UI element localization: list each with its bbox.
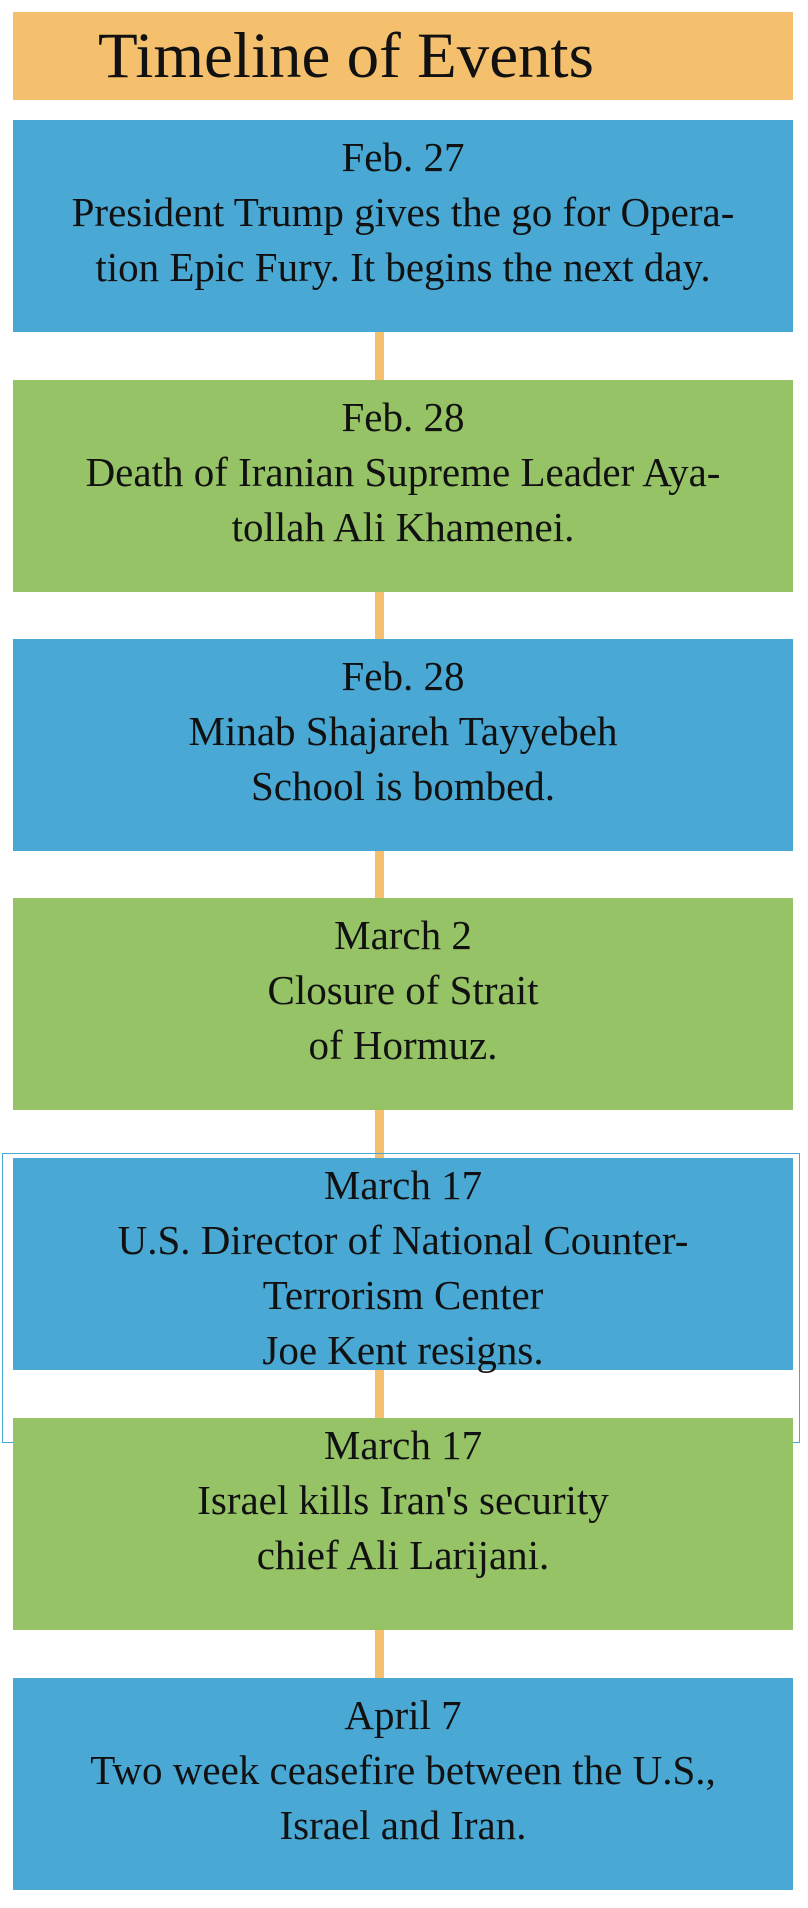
- timeline-event-4: [13, 898, 793, 1110]
- timeline-title-bar: [13, 12, 793, 100]
- event-date: Feb. 27: [341, 134, 465, 180]
- event-description-line: tollah Ali Khamenei.: [231, 504, 575, 550]
- timeline-event-1: [13, 120, 793, 332]
- event-description-line: tion Epic Fury. It begins the next day.: [95, 244, 711, 290]
- event-description-line: Death of Iranian Supreme Leader Aya-: [85, 449, 721, 495]
- event-date: Feb. 28: [341, 394, 465, 440]
- event-description-line: President Trump gives the go for Opera-: [71, 189, 735, 235]
- event-description-line: School is bombed.: [250, 763, 556, 809]
- event-description-line: Terrorism Center: [262, 1272, 544, 1318]
- event-description-line: chief Ali Larijani.: [256, 1532, 550, 1578]
- timeline-event-7: [13, 1678, 793, 1890]
- event-description-line: Joe Kent resigns.: [262, 1327, 544, 1373]
- event-description-line: U.S. Director of National Counter-: [117, 1217, 689, 1263]
- event-date: March 17: [323, 1162, 483, 1208]
- event-description-line: Two week ceasefire between the U.S.,: [90, 1747, 716, 1793]
- timeline-event-5[interactable]: [13, 1158, 793, 1373]
- event-description-line: of Hormuz.: [308, 1022, 498, 1068]
- event-description-line: Israel and Iran.: [279, 1802, 527, 1848]
- event-description-line: Closure of Strait: [267, 967, 539, 1013]
- page-title: Timeline of Events: [98, 19, 594, 92]
- event-date: Feb. 28: [341, 653, 465, 699]
- timeline-event-2: [13, 380, 793, 592]
- event-description-line: Minab Shajareh Tayyebeh: [188, 708, 618, 754]
- event-description-line: Israel kills Iran's security: [197, 1477, 609, 1523]
- timeline-event-3: [13, 639, 793, 851]
- event-date: March 17: [323, 1422, 483, 1468]
- timeline-event-6: [13, 1418, 793, 1630]
- event-date: March 2: [334, 912, 472, 958]
- event-date: April 7: [344, 1692, 462, 1738]
